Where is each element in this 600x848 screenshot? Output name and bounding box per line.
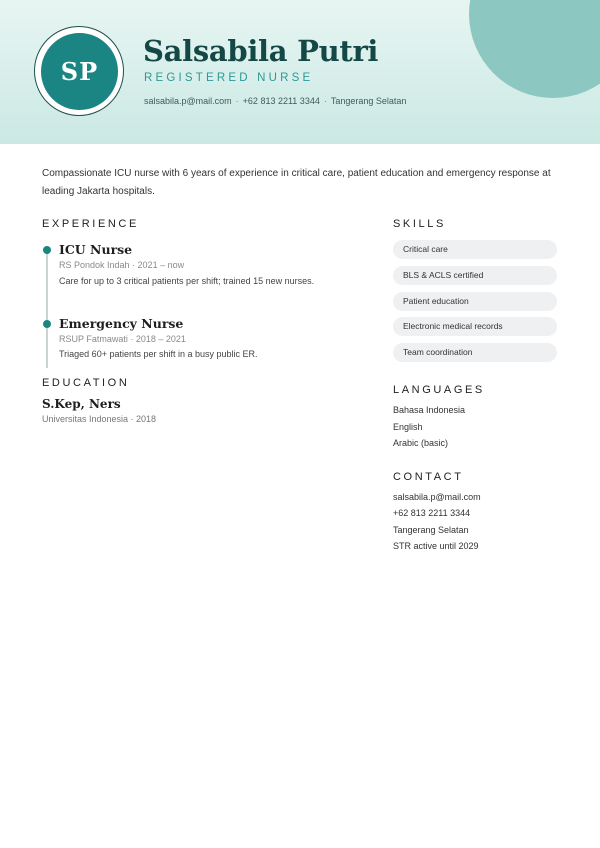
timeline-dot [43, 246, 51, 254]
separator: · [235, 96, 239, 106]
timeline-dot [43, 320, 51, 328]
contact-email: salsabila.p@mail.com [393, 492, 481, 502]
job-title: Emergency Nurse [59, 316, 184, 331]
education-meta: Universitas Indonesia · 2018 [42, 414, 157, 424]
job-description: Triaged 60+ patients per shift in a busy public ER. [59, 349, 258, 359]
candidate-name: Salsabila Putri [143, 34, 379, 68]
skill-pill: Patient education [393, 292, 557, 311]
language-item: English [393, 422, 423, 432]
contact-license: STR active until 2029 [393, 541, 479, 551]
education-degree: S.Kep, Ners [42, 397, 121, 411]
experience-timeline [46, 250, 48, 368]
languages-heading: LANGUAGES [393, 384, 485, 396]
candidate-role: REGISTERED NURSE [144, 72, 314, 84]
skill-pill: Team coordination [393, 343, 557, 362]
job-meta: RSUP Fatmawati · 2018 – 2021 [59, 334, 186, 344]
header-phone: +62 813 2211 3344 [242, 96, 320, 106]
skill-pill: BLS & ACLS certified [393, 266, 557, 285]
language-item: Bahasa Indonesia [393, 405, 466, 415]
monogram-initials: SP [41, 33, 118, 110]
language-item: Arabic (basic) [393, 438, 449, 448]
header-email: salsabila.p@mail.com [144, 96, 232, 106]
contact-phone: +62 813 2211 3344 [393, 508, 471, 518]
skills-heading: SKILLS [393, 218, 446, 230]
education-heading: EDUCATION [42, 377, 130, 389]
contact-location: Tangerang Selatan [393, 525, 469, 535]
skill-pill: Critical care [393, 240, 557, 259]
job-description: Care for up to 3 critical patients per shift; trained 15 new nurses. [59, 276, 315, 286]
contact-heading: CONTACT [393, 471, 464, 483]
professional-summary: Compassionate ICU nurse with 6 years of experience in critical care, patient education and emergency response at leading Jakarta hospitals. [42, 168, 551, 197]
header-contact-line [144, 96, 406, 106]
job-title: ICU Nurse [59, 242, 133, 257]
job-meta: RS Pondok Indah · 2021 – now [59, 260, 185, 270]
header-location: Tangerang Selatan [330, 96, 407, 106]
separator: · [323, 96, 327, 106]
decorative-circle [469, 0, 600, 98]
experience-heading: EXPERIENCE [42, 218, 139, 230]
skill-pill: Electronic medical records [393, 317, 557, 336]
